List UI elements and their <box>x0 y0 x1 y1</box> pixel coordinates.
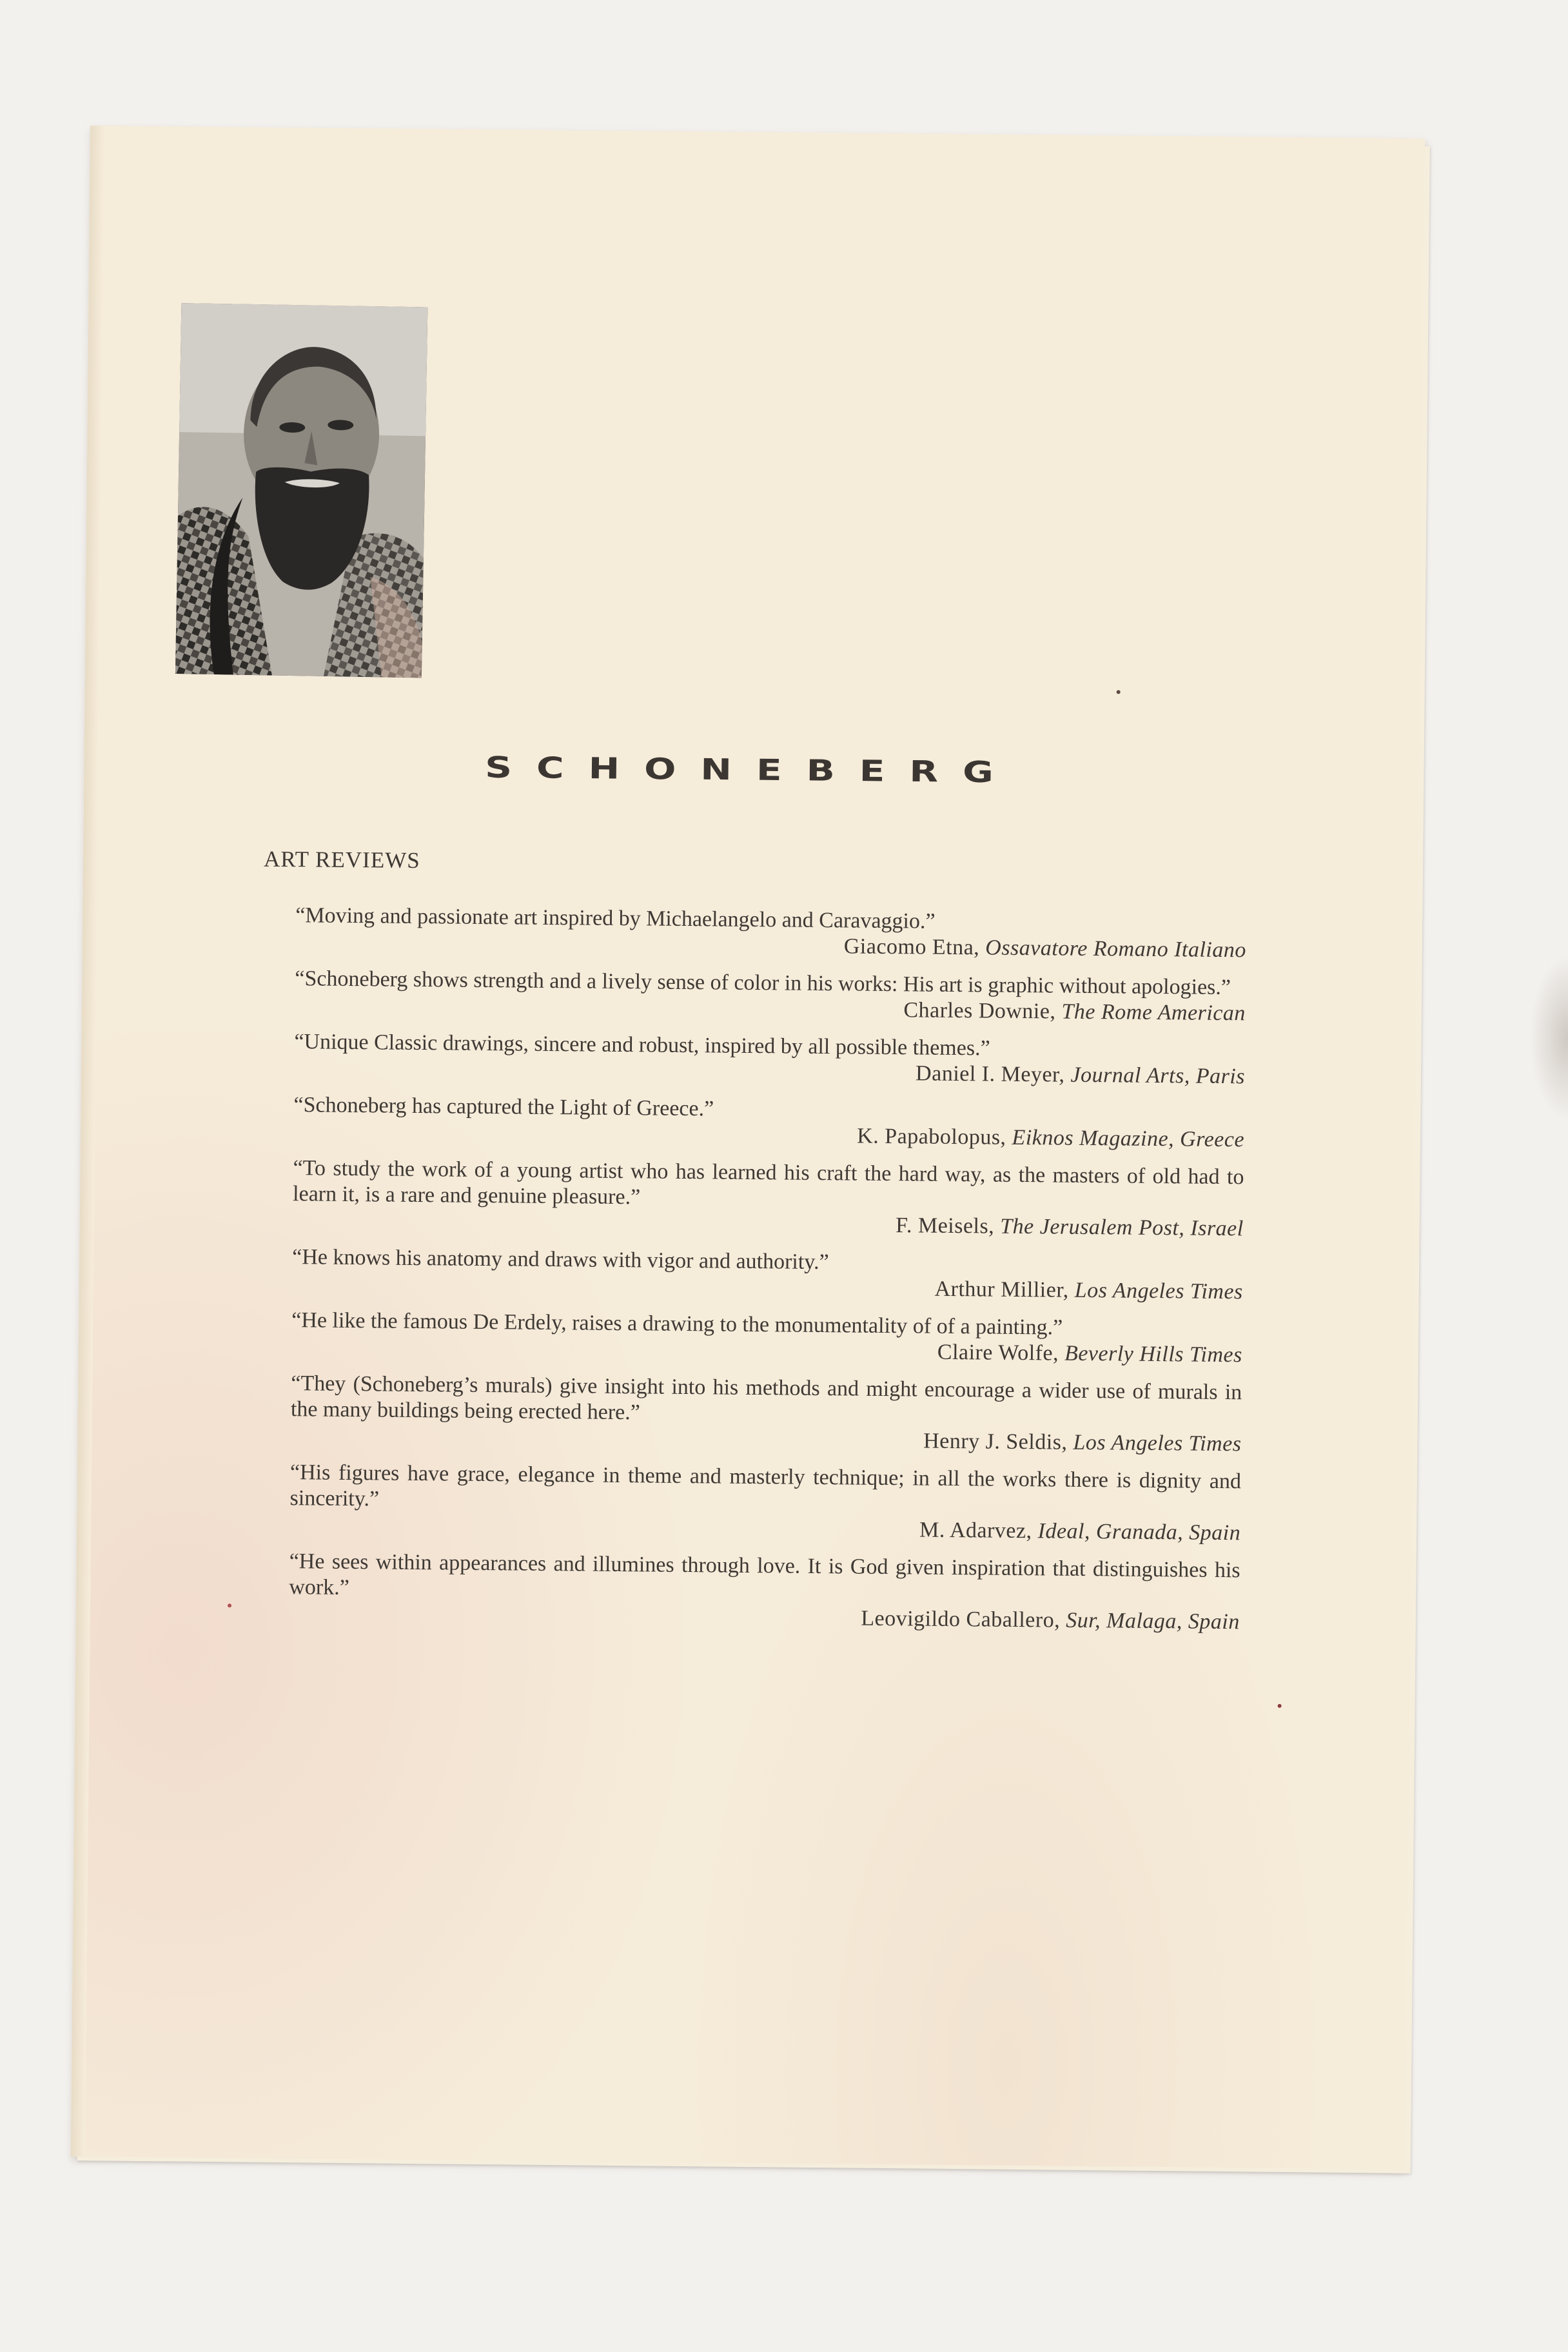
review-item <box>289 1549 1240 1635</box>
reviewer-name: M. Adarvez, <box>919 1518 1032 1544</box>
publication-name: Journal Arts, Paris <box>1070 1063 1246 1089</box>
paper-speck <box>1117 690 1121 694</box>
reviewer-name: F. Meisels, <box>896 1213 995 1239</box>
background-shadow <box>1529 954 1568 1122</box>
publication-name: Ossavatore Romano Italiano <box>985 936 1247 963</box>
reviewer-name: Charles Downie, <box>903 998 1056 1024</box>
reviewer-name: Claire Wolfe, <box>937 1340 1059 1366</box>
review-quote: “He knows his anatomy and draws with vigor and authority.” <box>292 1245 829 1275</box>
reviewer-name: Giacomo Etna, <box>843 934 980 960</box>
paper-speck <box>228 1603 231 1607</box>
review-quote: “They (Schoneberg’s murals) give insight into his methods and might encourage a wider use of murals in the many buildings being erected here.” <box>290 1371 1242 1425</box>
review-item <box>290 1371 1242 1457</box>
publication-name: Beverly Hills Times <box>1064 1341 1243 1367</box>
publication-name: Eiknos Magazine, Greece <box>1012 1125 1245 1152</box>
review-quote: “He sees within appearances and illumines through love. It is God given inspiration that distinguishes his work.” <box>289 1549 1240 1600</box>
review-quote: “His figures have grace, elegance in theme and masterly technique; in all the works there is dignity and sincerity.” <box>289 1460 1242 1511</box>
reviewer-name: Leovigildo Caballero, <box>861 1606 1061 1632</box>
reviewer-name: K. Papabolopus, <box>857 1124 1006 1150</box>
review-item <box>292 1244 1244 1305</box>
page-title: SCHONEBERG <box>485 750 1018 790</box>
page-spine <box>71 126 104 2157</box>
review-item <box>293 1092 1245 1153</box>
reviews-list <box>289 903 1247 1647</box>
artist-portrait-photo <box>175 303 427 678</box>
portrait-image <box>175 303 427 678</box>
reviewer-name: Daniel I. Meyer, <box>915 1061 1065 1087</box>
page <box>71 126 1425 2170</box>
review-quote: “He like the famous De Erdely, raises a drawing to the monumentality of of a painting.” <box>291 1308 1063 1340</box>
review-quote: “Schoneberg has captured the Light of Greece.” <box>293 1093 714 1121</box>
paper-speck <box>1278 1704 1282 1708</box>
booklet <box>71 126 1425 2170</box>
publication-name: Ideal, Granada, Spain <box>1037 1519 1241 1545</box>
review-quote: “Moving and passionate art inspired by Michaelangelo and Caravaggio.” <box>295 903 936 934</box>
review-item <box>289 1460 1241 1546</box>
reviewer-name: Arthur Millier, <box>934 1277 1069 1302</box>
review-quote: “Unique Classic drawings, sincere and robust, inspired by all possible themes.” <box>294 1030 990 1061</box>
review-item <box>295 903 1247 963</box>
review-item <box>293 1155 1244 1242</box>
publication-name: The Rome American <box>1061 999 1246 1026</box>
reviewer-name: Henry J. Seldis, <box>923 1429 1068 1455</box>
section-heading: ART REVIEWS <box>263 846 420 874</box>
review-quote: “Schoneberg shows strength and a lively sense of color in his works: His art is graphic without apologies.” <box>295 966 1231 1000</box>
publication-name: Los Angeles Times <box>1074 1278 1243 1304</box>
review-item <box>295 966 1246 1026</box>
publication-name: Sur, Malaga, Spain <box>1066 1608 1240 1634</box>
review-quote: “To study the work of a young artist who has learned his craft the hard way, as the masters of old had to learn it, is a rare and genuine pleasure.” <box>292 1156 1244 1210</box>
publication-name: The Jerusalem Post, Israel <box>1000 1214 1244 1241</box>
review-item <box>294 1029 1246 1090</box>
review-item <box>291 1308 1243 1368</box>
publication-name: Los Angeles Times <box>1073 1430 1242 1456</box>
